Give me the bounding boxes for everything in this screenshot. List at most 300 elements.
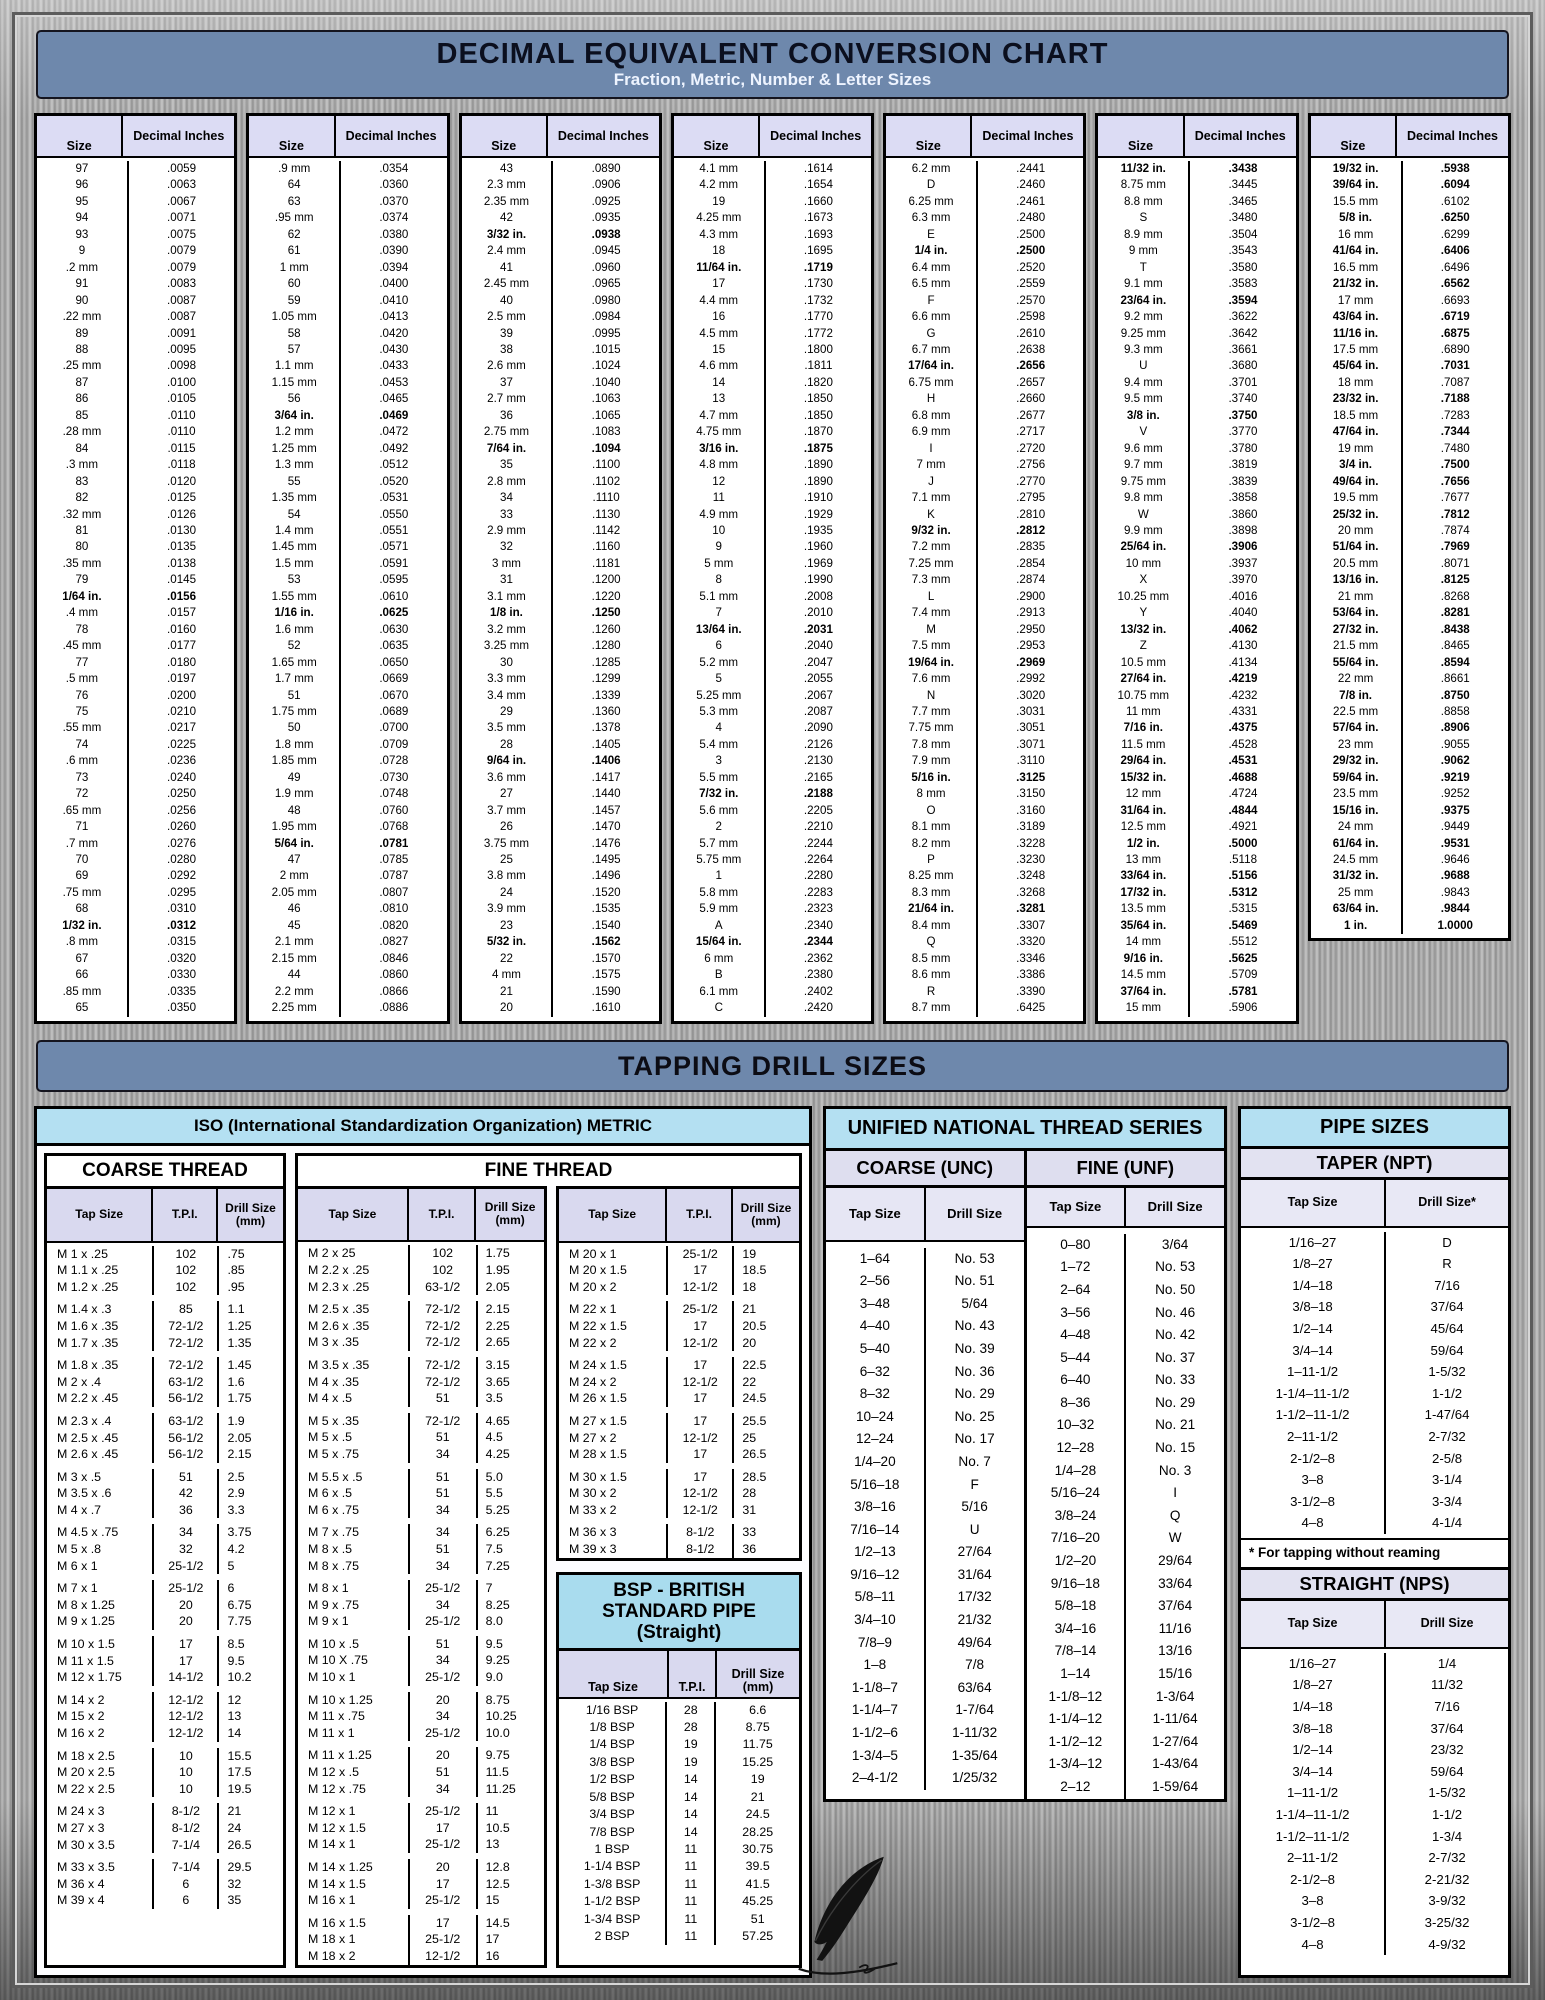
tpi-cell: 17 xyxy=(666,1446,732,1463)
size-cell: 1 in. xyxy=(1344,918,1368,932)
decimal-table xyxy=(459,113,662,1024)
decimal-cell: .0410 xyxy=(339,293,446,309)
size-cell: Y xyxy=(1139,606,1148,620)
decimal-cell: .1130 xyxy=(551,507,658,523)
decimal-cell: .4134 xyxy=(1188,655,1295,671)
drill-size-cell: F xyxy=(924,1474,1024,1497)
drill-size-cell: No. 53 xyxy=(1124,1256,1224,1279)
decimal-cell: .2874 xyxy=(976,572,1083,588)
table-row xyxy=(298,1725,544,1742)
table-row xyxy=(1098,984,1295,1000)
decimal-cell: .2677 xyxy=(976,408,1083,424)
table-row xyxy=(249,901,446,917)
tap-size-cell: 6–40 xyxy=(1060,1372,1091,1388)
size-cell: U xyxy=(1139,359,1148,373)
tpi-cell: 17 xyxy=(152,1636,217,1653)
size-cell: 4.75 mm xyxy=(696,425,742,439)
decimal-cell: .2087 xyxy=(764,704,871,720)
drill-size-cell: I xyxy=(1124,1482,1224,1505)
tpi-cell: 102 xyxy=(152,1279,217,1296)
size-cell: 4.5 mm xyxy=(699,326,739,340)
tap-size-cell: M 33 x 2 xyxy=(569,1502,617,1517)
size-cell: 10.25 mm xyxy=(1117,589,1170,603)
table-row xyxy=(249,638,446,654)
table-row xyxy=(298,1524,544,1541)
tap-size-cell: 1-1/4–12 xyxy=(1048,1711,1103,1727)
table-row xyxy=(298,1915,544,1932)
size-cell: 10 xyxy=(712,523,726,537)
decimal-cell: .3937 xyxy=(1188,556,1295,572)
size-cell: C xyxy=(714,1001,723,1015)
decimal-cell: .0197 xyxy=(127,671,234,687)
drill-size-cell: 2-5/8 xyxy=(1384,1448,1508,1470)
decimal-cell: .0650 xyxy=(339,655,446,671)
tap-size-cell: M 10 x 1.5 xyxy=(57,1637,115,1652)
size-cell: F xyxy=(927,293,935,307)
table-row xyxy=(674,753,871,769)
tap-size-cell: M 20 x 1 xyxy=(569,1246,617,1261)
size-cell: 63 xyxy=(287,194,301,208)
table-row xyxy=(462,901,659,917)
tap-size-cell: M 6 x .75 xyxy=(308,1502,359,1517)
table-row xyxy=(1241,1847,1508,1869)
table-row xyxy=(674,243,871,259)
decimal-cell: .1260 xyxy=(551,622,658,638)
table-row xyxy=(462,951,659,967)
size-cell: 20.5 mm xyxy=(1333,556,1379,570)
table-row xyxy=(37,177,234,193)
table-row xyxy=(1311,803,1508,819)
tap-size-cell: M 33 x 3.5 xyxy=(57,1860,115,1875)
table-row xyxy=(674,408,871,424)
drill-size-cell: 2.05 xyxy=(476,1279,544,1296)
decimal-cell: .0280 xyxy=(127,852,234,868)
tpi-cell: 25-1/2 xyxy=(408,1803,476,1820)
decimal-cell: .0465 xyxy=(339,391,446,407)
decimal-cell: .1590 xyxy=(551,984,658,1000)
table-row xyxy=(559,1502,799,1519)
table-row xyxy=(559,1719,799,1736)
table-row xyxy=(886,885,1083,901)
decimal-cell: .0200 xyxy=(127,688,234,704)
decimal-cell: .3281 xyxy=(976,901,1083,917)
size-cell: 53/64 in. xyxy=(1332,606,1379,620)
size-cell: 5/32 in. xyxy=(486,935,527,949)
size-cell: 9.1 mm xyxy=(1123,277,1163,291)
decimal-cell: .2656 xyxy=(976,358,1083,374)
drill-size-cell: No. 36 xyxy=(924,1361,1024,1384)
size-cell: 2.1 mm xyxy=(274,935,314,949)
table-row xyxy=(1311,375,1508,391)
drill-size-cell: 11.25 xyxy=(476,1781,544,1798)
table-row xyxy=(1098,770,1295,786)
drill-size-cell: 24.5 xyxy=(732,1390,799,1407)
drill-size-cell: 3/64 xyxy=(1124,1234,1224,1257)
drill-size-cell: 19.5 xyxy=(217,1781,283,1798)
decimal-cell: .1405 xyxy=(551,737,658,753)
tap-size-cell: M 6 x .5 xyxy=(308,1486,353,1501)
decimal-cell: .0240 xyxy=(127,770,234,786)
decimal-cell: .1540 xyxy=(551,918,658,934)
decimal-cell: .2031 xyxy=(764,622,871,638)
drill-size-cell: Q xyxy=(1124,1505,1224,1528)
table-row xyxy=(298,1613,544,1630)
table-row xyxy=(462,704,659,720)
size-cell: G xyxy=(926,326,936,340)
tap-size-cell: 3–8 xyxy=(1301,1893,1324,1909)
tap-size-cell: M 14 x 1.5 xyxy=(308,1876,366,1891)
table-row xyxy=(249,655,446,671)
size-cell: 9.7 mm xyxy=(1123,458,1163,472)
table-row xyxy=(559,1524,799,1541)
table-row xyxy=(886,490,1083,506)
table-row xyxy=(1027,1595,1225,1618)
decimal-cell: .2380 xyxy=(764,967,871,983)
table-row xyxy=(249,342,446,358)
size-cell: 4.2 mm xyxy=(699,178,739,192)
size-cell: 3/64 in. xyxy=(274,408,314,422)
tap-size-cell: 1-1/2 BSP xyxy=(583,1894,641,1909)
table-row xyxy=(1311,276,1508,292)
size-cell: 49 xyxy=(287,770,301,784)
decimal-cell: .1660 xyxy=(764,194,871,210)
decimal-cell: .0610 xyxy=(339,589,446,605)
size-cell: 45 xyxy=(287,918,301,932)
tap-size-cell: M 14 x 1.25 xyxy=(308,1860,373,1874)
tap-size-cell: M 20 x 1.5 xyxy=(569,1263,627,1278)
tap-size-header: Tap Size xyxy=(588,1679,638,1694)
size-cell: 2 mm xyxy=(279,869,309,883)
table-row xyxy=(37,441,234,457)
unc-table xyxy=(826,1151,1024,1799)
table-row xyxy=(462,276,659,292)
drill-size-cell: 1.95 xyxy=(476,1262,544,1279)
decimal-cell: .0105 xyxy=(127,391,234,407)
tap-size-cell: 2–11-1/2 xyxy=(1287,1428,1339,1444)
decimal-cell: .3248 xyxy=(976,868,1083,884)
size-cell: .2 mm xyxy=(65,260,99,274)
table-row xyxy=(1098,720,1295,736)
size-cell: 2.75 mm xyxy=(483,425,530,439)
size-cell: 3.6 mm xyxy=(487,770,526,784)
size-cell: 5 mm xyxy=(704,556,734,570)
table-row xyxy=(1098,490,1295,506)
table-row xyxy=(886,1000,1083,1016)
decimal-cell: .3594 xyxy=(1188,293,1295,309)
size-cell: 6.2 mm xyxy=(911,162,951,175)
tap-size-cell: M 36 x 4 xyxy=(57,1876,105,1891)
drill-size-cell: 8.0 xyxy=(476,1613,544,1630)
decimal-table xyxy=(671,113,874,1024)
tap-size-cell: M 12 x .5 xyxy=(308,1765,359,1780)
size-header: Size xyxy=(915,139,941,153)
table-row xyxy=(1241,1512,1508,1534)
table-row xyxy=(249,737,446,753)
tap-size-cell: M 4 x .5 xyxy=(308,1391,353,1406)
size-cell: 3/16 in. xyxy=(699,441,739,455)
table-row xyxy=(47,1892,283,1909)
tap-size-cell: M 18 x 1 xyxy=(308,1932,356,1947)
decimal-cell: .2720 xyxy=(976,441,1083,457)
decimal-cell: .3642 xyxy=(1188,326,1295,342)
table-row xyxy=(1311,836,1508,852)
decimal-cell: .0083 xyxy=(127,276,234,292)
table-row xyxy=(37,572,234,588)
drill-size-cell: 12 xyxy=(217,1692,283,1709)
size-cell: 9.2 mm xyxy=(1123,310,1163,324)
size-cell: 16 mm xyxy=(1337,227,1374,241)
size-cell: 2.8 mm xyxy=(487,474,526,488)
decimal-cell: .0846 xyxy=(339,951,446,967)
size-cell: 1.35 mm xyxy=(271,491,317,505)
decimal-cell: .1850 xyxy=(764,391,871,407)
decimal-cell: .0748 xyxy=(339,786,446,802)
bsp-title-line: (Straight) xyxy=(636,1621,722,1643)
table-row xyxy=(37,1000,234,1016)
decimal-cell: .0689 xyxy=(339,704,446,720)
size-cell: 3.5 mm xyxy=(487,721,526,735)
table-row xyxy=(674,819,871,835)
drill-size-cell: 4.65 xyxy=(476,1413,544,1430)
table-row xyxy=(298,1803,544,1820)
tapping-drill-title: TAPPING DRILL SIZES xyxy=(617,1050,928,1081)
size-cell: 5 xyxy=(715,672,722,686)
size-cell: 7.9 mm xyxy=(911,754,951,768)
tap-size-cell: 0–80 xyxy=(1060,1236,1091,1252)
decimal-cell: .0820 xyxy=(339,918,446,934)
main-title-banner xyxy=(36,30,1509,99)
tap-size-cell: 5–40 xyxy=(859,1340,890,1356)
table-row xyxy=(886,868,1083,884)
tpi-cell: 72-1/2 xyxy=(408,1334,476,1351)
table-row xyxy=(1098,177,1295,193)
decimal-cell: .3189 xyxy=(976,819,1083,835)
table-row xyxy=(1098,408,1295,424)
decimal-cell: .5938 xyxy=(1401,161,1508,177)
tap-size-cell: 3/8–18 xyxy=(1292,1720,1333,1736)
table-row xyxy=(1241,1318,1508,1340)
table-row xyxy=(298,1374,544,1391)
decimal-cell: .2500 xyxy=(976,227,1083,243)
drill-size-cell: No. 37 xyxy=(1124,1347,1224,1370)
size-cell: 17 mm xyxy=(1337,293,1374,307)
table-row xyxy=(37,901,234,917)
table-row xyxy=(1311,556,1508,572)
table-row xyxy=(674,227,871,243)
table-row xyxy=(1311,490,1508,506)
size-cell: 7.7 mm xyxy=(911,704,951,718)
size-cell: 71 xyxy=(75,820,89,834)
drill-size-cell: 1.35 xyxy=(217,1335,283,1352)
tpi-header: T.P.I. xyxy=(151,1189,216,1241)
table-row xyxy=(886,737,1083,753)
table-row xyxy=(1311,737,1508,753)
table-row xyxy=(462,474,659,490)
table-row xyxy=(462,408,659,424)
tap-size-header: Tap Size xyxy=(588,1207,636,1222)
tap-size-cell: M 2.2 x .25 xyxy=(308,1263,370,1277)
table-row xyxy=(674,391,871,407)
decimal-table xyxy=(34,113,237,1024)
table-row xyxy=(298,1764,544,1781)
table-row xyxy=(886,358,1083,374)
drill-size-cell: 51 xyxy=(714,1911,799,1928)
tap-size-cell: M 39 x 3 xyxy=(569,1542,617,1557)
drill-size-cell: 28.5 xyxy=(732,1469,799,1486)
table-row xyxy=(47,1876,283,1893)
decimal-cell: .6890 xyxy=(1401,342,1508,358)
size-cell: 2.5 mm xyxy=(487,310,526,324)
decimal-cell: .5906 xyxy=(1188,1000,1295,1016)
drill-size-cell: 26.5 xyxy=(732,1446,799,1463)
drill-size-cell: 5/16 xyxy=(924,1496,1024,1519)
decimal-cell: .1360 xyxy=(551,704,658,720)
table-row xyxy=(462,984,659,1000)
decimal-cell: .2244 xyxy=(764,836,871,852)
table-row xyxy=(1241,1253,1508,1275)
table-row xyxy=(674,375,871,391)
tpi-cell: 12-1/2 xyxy=(408,1948,476,1965)
decimal-cell: .3125 xyxy=(976,770,1083,786)
size-cell: 85 xyxy=(75,408,89,422)
decimal-cell: .1811 xyxy=(764,358,871,374)
size-cell: 2.05 mm xyxy=(271,885,317,899)
table-row xyxy=(37,260,234,276)
decimal-cell: .0236 xyxy=(127,753,234,769)
size-cell: 75 xyxy=(75,704,89,718)
tap-size-cell: 2-1/2–8 xyxy=(1290,1450,1335,1466)
size-cell: Z xyxy=(1139,639,1147,653)
size-cell: .28 mm xyxy=(62,425,102,439)
table-row xyxy=(1311,441,1508,457)
drill-size-header: Drill Size (mm) xyxy=(474,1189,544,1241)
table-row xyxy=(37,885,234,901)
decimal-cell: .0130 xyxy=(127,523,234,539)
size-cell: 3 mm xyxy=(491,556,521,570)
table-row xyxy=(559,1279,799,1296)
decimal-cell: .1094 xyxy=(551,441,658,457)
decimal-cell: .3390 xyxy=(976,984,1083,1000)
table-row xyxy=(1098,918,1295,934)
size-cell: 11 mm xyxy=(1126,704,1161,718)
decimal-cell: .1378 xyxy=(551,720,658,736)
size-cell: 74 xyxy=(75,737,89,751)
size-cell: 7.8 mm xyxy=(911,737,951,751)
size-cell: 5.7 mm xyxy=(699,836,739,850)
drill-size-cell: 7/8 xyxy=(924,1654,1024,1677)
decimal-cell: .3110 xyxy=(976,753,1083,769)
table-row xyxy=(559,1858,799,1875)
size-cell: E xyxy=(927,227,935,241)
decimal-cell: .3970 xyxy=(1188,572,1295,588)
decimal-cell: .1730 xyxy=(764,276,871,292)
size-cell: 62 xyxy=(287,227,301,241)
table-row xyxy=(1311,638,1508,654)
drill-size-cell: 1-7/64 xyxy=(924,1699,1024,1722)
drill-size-cell: No. 17 xyxy=(924,1428,1024,1451)
decimal-cell: .3438 xyxy=(1188,161,1295,177)
drill-size-cell: 10.5 xyxy=(476,1820,544,1837)
table-row xyxy=(47,1669,283,1686)
table-row xyxy=(674,358,871,374)
size-cell: 3.2 mm xyxy=(487,622,526,636)
table-row xyxy=(559,1262,799,1279)
table-row xyxy=(249,589,446,605)
tap-size-cell: M 30 x 1.5 xyxy=(569,1469,627,1484)
unified-thread-panel xyxy=(823,1106,1227,1802)
decimal-cell: .0320 xyxy=(127,951,234,967)
tpi-cell: 14 xyxy=(665,1771,714,1788)
size-cell: 8.75 mm xyxy=(1120,178,1166,192)
table-row xyxy=(249,753,446,769)
decimal-cell: .0630 xyxy=(339,622,446,638)
decimal-cell: .3051 xyxy=(976,720,1083,736)
decimal-cell: .0071 xyxy=(127,210,234,226)
iso-fine-thread-area xyxy=(295,1153,802,1968)
size-cell: S xyxy=(1139,211,1148,225)
table-row xyxy=(1027,1324,1225,1347)
tpi-cell: 34 xyxy=(408,1708,476,1725)
drill-size-cell: 4.2 xyxy=(217,1541,283,1558)
tapping-drill-section xyxy=(34,1106,1511,1978)
size-cell: .65 mm xyxy=(62,803,102,817)
size-cell: 19/64 in. xyxy=(908,655,954,669)
size-cell: 1/16 in. xyxy=(274,606,314,620)
decimal-cell: .0728 xyxy=(339,753,446,769)
decimal-cell: .1250 xyxy=(551,605,658,621)
size-cell: 13/16 in. xyxy=(1332,573,1379,587)
size-cell: 38 xyxy=(500,342,513,356)
decimal-cell: .0960 xyxy=(551,260,658,276)
decimal-cell: .5469 xyxy=(1188,918,1295,934)
table-row xyxy=(462,326,659,342)
tap-size-cell: 1/4–18 xyxy=(1292,1699,1333,1715)
decimal-cell: .2362 xyxy=(764,951,871,967)
drill-size-cell: 1-59/64 xyxy=(1124,1776,1224,1799)
decimal-cell: .2047 xyxy=(764,655,871,671)
size-cell: X xyxy=(1139,573,1148,587)
drill-size-cell: 28.25 xyxy=(714,1824,799,1841)
decimal-cell: .0571 xyxy=(339,539,446,555)
drill-size-cell: 5.25 xyxy=(476,1502,544,1519)
table-row xyxy=(1241,1761,1508,1783)
table-row xyxy=(826,1270,1024,1293)
tpi-cell: 20 xyxy=(152,1613,217,1630)
decimal-cell: .1570 xyxy=(551,951,658,967)
decimal-cell: .3740 xyxy=(1188,391,1295,407)
size-header: Size xyxy=(278,139,304,153)
bsp-title-line: BSP - BRITISH xyxy=(613,1579,745,1601)
table-row xyxy=(462,210,659,226)
table-row xyxy=(249,161,446,177)
decimal-cell: .5315 xyxy=(1188,901,1295,917)
table-row xyxy=(298,1429,544,1446)
bsp-title-line: STANDARD PIPE xyxy=(602,1600,756,1622)
table-row xyxy=(462,523,659,539)
table-row xyxy=(1027,1437,1225,1460)
pipe-panel-title: PIPE SIZES xyxy=(1241,1109,1508,1149)
decimal-cell: .0890 xyxy=(551,161,658,177)
tap-size-cell: M 16 x 2 xyxy=(57,1726,105,1740)
decimal-cell: .1015 xyxy=(551,342,658,358)
drill-size-cell: 1/25/32 xyxy=(924,1767,1024,1790)
decimal-cell: .0260 xyxy=(127,819,234,835)
size-cell: .32 mm xyxy=(62,507,102,521)
table-row xyxy=(298,1485,544,1502)
tap-size-header: Tap Size xyxy=(848,1205,901,1221)
size-cell: 17 xyxy=(712,277,726,291)
size-cell: 73 xyxy=(75,770,89,784)
